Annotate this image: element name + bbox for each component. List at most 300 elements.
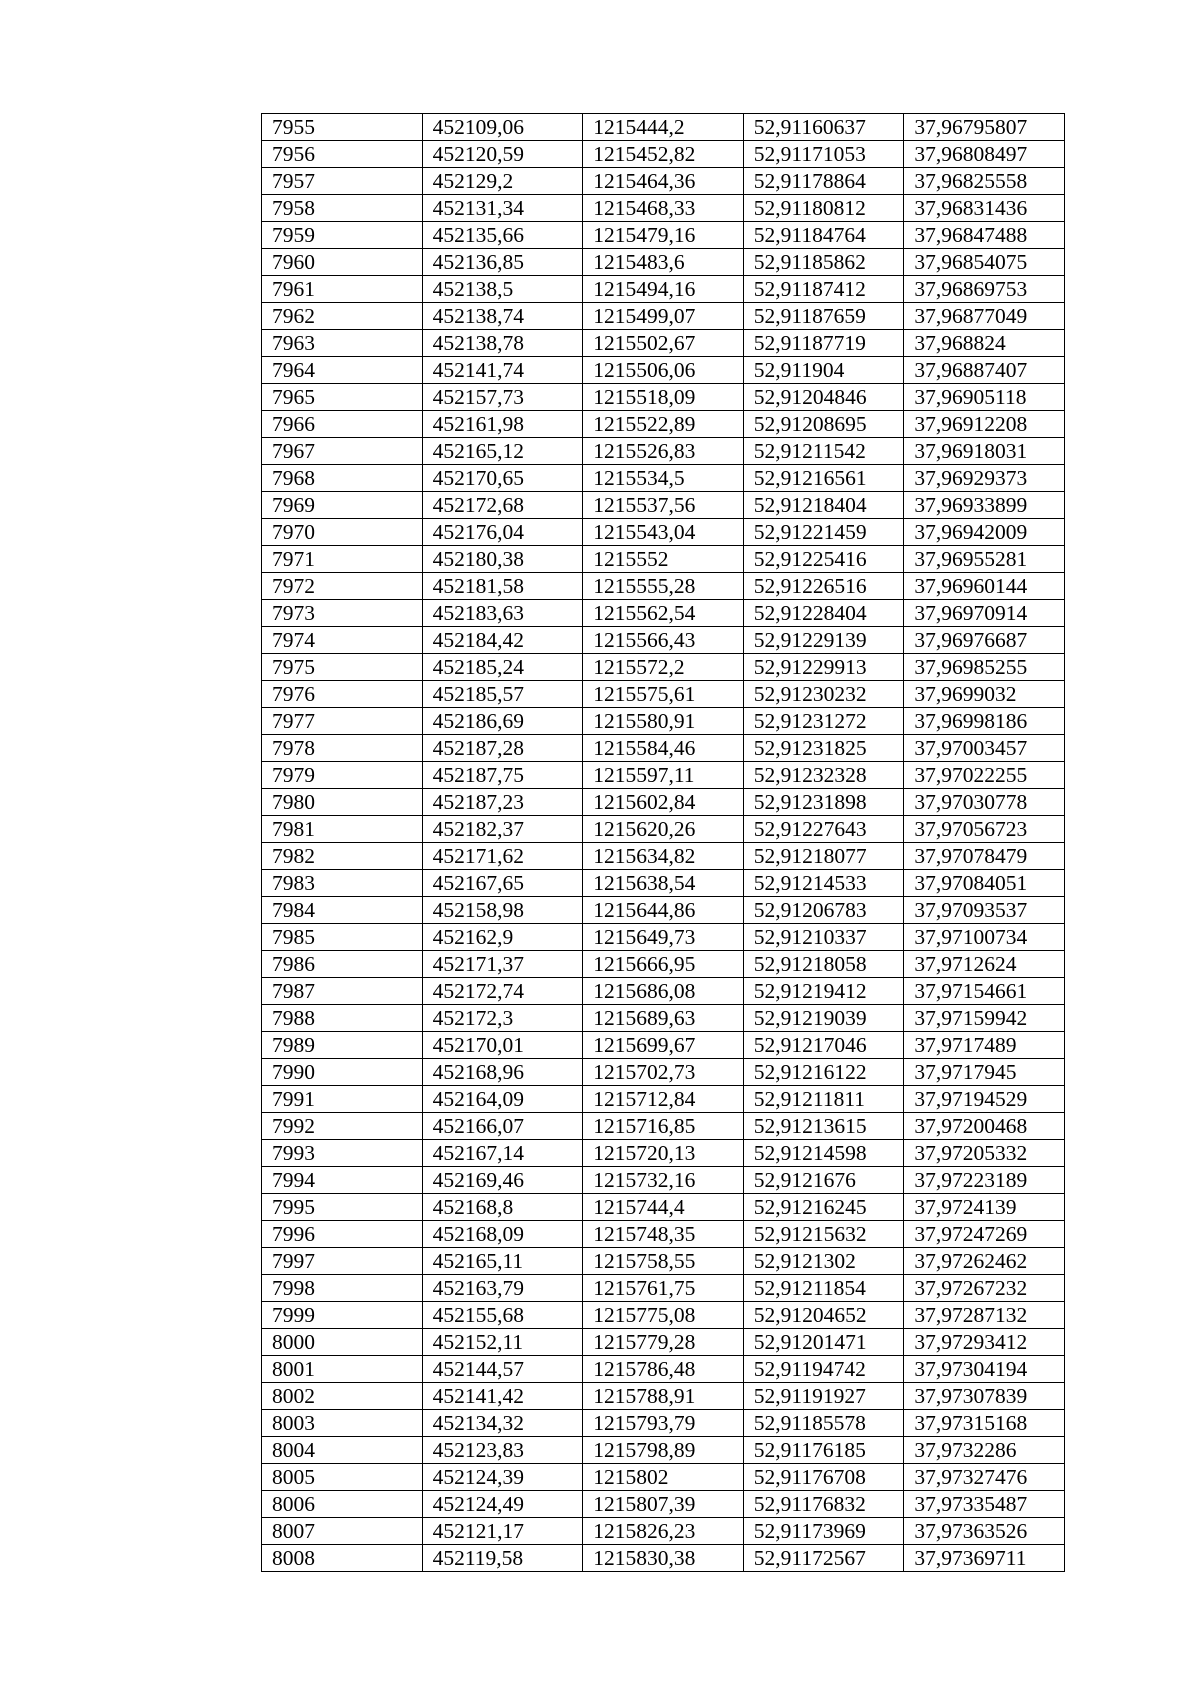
coordinate-lat-cell: 52,91229139 (743, 627, 904, 654)
coordinate-y-cell: 1215788,91 (583, 1383, 744, 1410)
coordinate-x-cell: 452161,98 (422, 411, 583, 438)
coordinate-y-cell: 1215786,48 (583, 1356, 744, 1383)
table-row (262, 1113, 1065, 1140)
table-row (262, 762, 1065, 789)
coordinate-lat-cell: 52,91221459 (743, 519, 904, 546)
point-number-cell: 7955 (262, 114, 423, 141)
coordinate-x-cell: 452169,46 (422, 1167, 583, 1194)
coordinate-x-cell: 452187,28 (422, 735, 583, 762)
coordinate-x-cell: 452168,8 (422, 1194, 583, 1221)
coordinate-lon-cell: 37,97194529 (904, 1086, 1065, 1113)
coordinate-lat-cell: 52,91231272 (743, 708, 904, 735)
table-row (262, 411, 1065, 438)
point-number-cell: 7960 (262, 249, 423, 276)
coordinate-lon-cell: 37,96877049 (904, 303, 1065, 330)
coordinate-y-cell: 1215758,55 (583, 1248, 744, 1275)
coordinate-y-cell: 1215534,5 (583, 465, 744, 492)
coordinate-lat-cell: 52,91217046 (743, 1032, 904, 1059)
coordinate-lat-cell: 52,91213615 (743, 1113, 904, 1140)
table-row (262, 627, 1065, 654)
point-number-cell: 7994 (262, 1167, 423, 1194)
coordinate-lon-cell: 37,96933899 (904, 492, 1065, 519)
coordinate-x-cell: 452119,58 (422, 1545, 583, 1572)
point-number-cell: 7974 (262, 627, 423, 654)
coordinate-y-cell: 1215555,28 (583, 573, 744, 600)
coordinate-x-cell: 452165,12 (422, 438, 583, 465)
coordinate-x-cell: 452131,34 (422, 195, 583, 222)
coordinate-x-cell: 452171,37 (422, 951, 583, 978)
coordinate-x-cell: 452152,11 (422, 1329, 583, 1356)
point-number-cell: 7957 (262, 168, 423, 195)
coordinate-lat-cell: 52,91231898 (743, 789, 904, 816)
point-number-cell: 8005 (262, 1464, 423, 1491)
coordinate-y-cell: 1215689,63 (583, 1005, 744, 1032)
coordinate-x-cell: 452168,96 (422, 1059, 583, 1086)
coordinate-lon-cell: 37,97003457 (904, 735, 1065, 762)
coordinate-x-cell: 452183,63 (422, 600, 583, 627)
point-number-cell: 7995 (262, 1194, 423, 1221)
coordinate-y-cell: 1215732,16 (583, 1167, 744, 1194)
coordinate-lon-cell: 37,96955281 (904, 546, 1065, 573)
table-row (262, 1491, 1065, 1518)
table-row (262, 1032, 1065, 1059)
table-row (262, 384, 1065, 411)
coordinate-x-cell: 452135,66 (422, 222, 583, 249)
coordinate-lon-cell: 37,97154661 (904, 978, 1065, 1005)
table-row (262, 1140, 1065, 1167)
coordinate-x-cell: 452155,68 (422, 1302, 583, 1329)
coordinate-lat-cell: 52,91206783 (743, 897, 904, 924)
table-row (262, 546, 1065, 573)
coordinate-lat-cell: 52,91185862 (743, 249, 904, 276)
table-row (262, 1329, 1065, 1356)
coordinate-x-cell: 452123,83 (422, 1437, 583, 1464)
coordinate-y-cell: 1215494,16 (583, 276, 744, 303)
coordinate-x-cell: 452121,17 (422, 1518, 583, 1545)
coordinate-lon-cell: 37,97056723 (904, 816, 1065, 843)
coordinate-lat-cell: 52,91226516 (743, 573, 904, 600)
coordinate-x-cell: 452138,5 (422, 276, 583, 303)
coordinate-y-cell: 1215702,73 (583, 1059, 744, 1086)
coordinate-lon-cell: 37,97084051 (904, 870, 1065, 897)
table-row (262, 1275, 1065, 1302)
coordinate-lat-cell: 52,91160637 (743, 114, 904, 141)
point-number-cell: 8002 (262, 1383, 423, 1410)
coordinate-y-cell: 1215499,07 (583, 303, 744, 330)
coordinate-y-cell: 1215543,04 (583, 519, 744, 546)
point-number-cell: 7964 (262, 357, 423, 384)
coordinate-x-cell: 452162,9 (422, 924, 583, 951)
coordinate-y-cell: 1215802 (583, 1464, 744, 1491)
coordinate-lat-cell: 52,91214598 (743, 1140, 904, 1167)
coordinate-y-cell: 1215552 (583, 546, 744, 573)
table-row (262, 789, 1065, 816)
coordinate-lat-cell: 52,91218404 (743, 492, 904, 519)
table-row (262, 519, 1065, 546)
coordinate-lon-cell: 37,9717945 (904, 1059, 1065, 1086)
point-number-cell: 7959 (262, 222, 423, 249)
point-number-cell: 7988 (262, 1005, 423, 1032)
coordinate-x-cell: 452124,39 (422, 1464, 583, 1491)
coordinate-x-cell: 452120,59 (422, 141, 583, 168)
coordinate-y-cell: 1215649,73 (583, 924, 744, 951)
coordinate-y-cell: 1215826,23 (583, 1518, 744, 1545)
coordinate-lat-cell: 52,91218058 (743, 951, 904, 978)
point-number-cell: 7999 (262, 1302, 423, 1329)
coordinate-y-cell: 1215597,11 (583, 762, 744, 789)
coordinate-lon-cell: 37,97022255 (904, 762, 1065, 789)
coordinate-lat-cell: 52,91180812 (743, 195, 904, 222)
table-row (262, 249, 1065, 276)
coordinate-lat-cell: 52,91178864 (743, 168, 904, 195)
coordinate-y-cell: 1215666,95 (583, 951, 744, 978)
coordinate-lat-cell: 52,91211854 (743, 1275, 904, 1302)
table-row (262, 438, 1065, 465)
coordinate-y-cell: 1215464,36 (583, 168, 744, 195)
coordinate-y-cell: 1215712,84 (583, 1086, 744, 1113)
point-number-cell: 8006 (262, 1491, 423, 1518)
coordinate-lat-cell: 52,91228404 (743, 600, 904, 627)
coordinate-x-cell: 452172,68 (422, 492, 583, 519)
table-row (262, 168, 1065, 195)
table-row (262, 465, 1065, 492)
point-number-cell: 7973 (262, 600, 423, 627)
coordinate-lon-cell: 37,96942009 (904, 519, 1065, 546)
point-number-cell: 7982 (262, 843, 423, 870)
point-number-cell: 7970 (262, 519, 423, 546)
coordinate-lat-cell: 52,91225416 (743, 546, 904, 573)
coordinate-y-cell: 1215580,91 (583, 708, 744, 735)
table-row (262, 114, 1065, 141)
coordinate-y-cell: 1215522,89 (583, 411, 744, 438)
coordinate-lat-cell: 52,91187719 (743, 330, 904, 357)
point-number-cell: 7967 (262, 438, 423, 465)
coordinate-lat-cell: 52,91204846 (743, 384, 904, 411)
point-number-cell: 7998 (262, 1275, 423, 1302)
coordinate-lon-cell: 37,97262462 (904, 1248, 1065, 1275)
coordinate-lon-cell: 37,97363526 (904, 1518, 1065, 1545)
table-row (262, 330, 1065, 357)
coordinate-lon-cell: 37,97327476 (904, 1464, 1065, 1491)
coordinate-lon-cell: 37,97304194 (904, 1356, 1065, 1383)
coordinate-lon-cell: 37,9699032 (904, 681, 1065, 708)
table-row (262, 681, 1065, 708)
coordinate-lat-cell: 52,91201471 (743, 1329, 904, 1356)
table-row (262, 1437, 1065, 1464)
point-number-cell: 7996 (262, 1221, 423, 1248)
coordinate-lon-cell: 37,97078479 (904, 843, 1065, 870)
point-number-cell: 8003 (262, 1410, 423, 1437)
coordinate-lat-cell: 52,91231825 (743, 735, 904, 762)
coordinate-lon-cell: 37,9732286 (904, 1437, 1065, 1464)
point-number-cell: 7969 (262, 492, 423, 519)
coordinate-lat-cell: 52,91219039 (743, 1005, 904, 1032)
coordinate-y-cell: 1215620,26 (583, 816, 744, 843)
coordinates-table-body (262, 114, 1065, 1572)
coordinate-lon-cell: 37,97223189 (904, 1167, 1065, 1194)
coordinate-lat-cell: 52,91194742 (743, 1356, 904, 1383)
coordinate-y-cell: 1215716,85 (583, 1113, 744, 1140)
table-row (262, 978, 1065, 1005)
coordinate-y-cell: 1215830,38 (583, 1545, 744, 1572)
point-number-cell: 7991 (262, 1086, 423, 1113)
table-row (262, 1005, 1065, 1032)
coordinate-x-cell: 452185,57 (422, 681, 583, 708)
coordinate-lon-cell: 37,968824 (904, 330, 1065, 357)
coordinate-y-cell: 1215644,86 (583, 897, 744, 924)
table-row (262, 141, 1065, 168)
coordinate-lat-cell: 52,911904 (743, 357, 904, 384)
coordinate-lon-cell: 37,96970914 (904, 600, 1065, 627)
coordinate-lon-cell: 37,96918031 (904, 438, 1065, 465)
coordinate-y-cell: 1215761,75 (583, 1275, 744, 1302)
coordinate-lon-cell: 37,97159942 (904, 1005, 1065, 1032)
coordinate-x-cell: 452172,74 (422, 978, 583, 1005)
coordinate-x-cell: 452166,07 (422, 1113, 583, 1140)
coordinate-y-cell: 1215452,82 (583, 141, 744, 168)
coordinate-y-cell: 1215720,13 (583, 1140, 744, 1167)
coordinate-x-cell: 452181,58 (422, 573, 583, 600)
point-number-cell: 8001 (262, 1356, 423, 1383)
point-number-cell: 8007 (262, 1518, 423, 1545)
coordinate-y-cell: 1215798,89 (583, 1437, 744, 1464)
coordinate-y-cell: 1215638,54 (583, 870, 744, 897)
coordinate-x-cell: 452165,11 (422, 1248, 583, 1275)
coordinate-lat-cell: 52,91216122 (743, 1059, 904, 1086)
coordinate-x-cell: 452172,3 (422, 1005, 583, 1032)
coordinate-y-cell: 1215807,39 (583, 1491, 744, 1518)
point-number-cell: 7985 (262, 924, 423, 951)
coordinate-x-cell: 452170,01 (422, 1032, 583, 1059)
point-number-cell: 7980 (262, 789, 423, 816)
coordinate-x-cell: 452167,65 (422, 870, 583, 897)
coordinate-lat-cell: 52,9121302 (743, 1248, 904, 1275)
coordinate-lat-cell: 52,91187412 (743, 276, 904, 303)
coordinate-x-cell: 452136,85 (422, 249, 583, 276)
coordinate-y-cell: 1215584,46 (583, 735, 744, 762)
coordinate-lon-cell: 37,9717489 (904, 1032, 1065, 1059)
table-row (262, 951, 1065, 978)
table-row (262, 843, 1065, 870)
coordinate-lat-cell: 52,91204652 (743, 1302, 904, 1329)
point-number-cell: 8004 (262, 1437, 423, 1464)
coordinate-lon-cell: 37,97200468 (904, 1113, 1065, 1140)
coordinate-y-cell: 1215793,79 (583, 1410, 744, 1437)
coordinate-lon-cell: 37,96847488 (904, 222, 1065, 249)
point-number-cell: 7972 (262, 573, 423, 600)
table-row (262, 1545, 1065, 1572)
coordinate-lon-cell: 37,96825558 (904, 168, 1065, 195)
coordinate-lon-cell: 37,9712624 (904, 951, 1065, 978)
table-row (262, 303, 1065, 330)
coordinate-lon-cell: 37,96869753 (904, 276, 1065, 303)
coordinate-lon-cell: 37,96808497 (904, 141, 1065, 168)
coordinate-lon-cell: 37,96831436 (904, 195, 1065, 222)
point-number-cell: 7966 (262, 411, 423, 438)
coordinate-lon-cell: 37,97030778 (904, 789, 1065, 816)
table-row (262, 276, 1065, 303)
coordinate-lat-cell: 52,91227643 (743, 816, 904, 843)
coordinate-x-cell: 452171,62 (422, 843, 583, 870)
coordinate-x-cell: 452176,04 (422, 519, 583, 546)
coordinate-lon-cell: 37,97247269 (904, 1221, 1065, 1248)
coordinate-x-cell: 452138,78 (422, 330, 583, 357)
coordinate-lon-cell: 37,97287132 (904, 1302, 1065, 1329)
coordinate-x-cell: 452144,57 (422, 1356, 583, 1383)
table-row (262, 924, 1065, 951)
point-number-cell: 7963 (262, 330, 423, 357)
coordinate-lat-cell: 52,91172567 (743, 1545, 904, 1572)
coordinate-y-cell: 1215575,61 (583, 681, 744, 708)
coordinate-lon-cell: 37,96985255 (904, 654, 1065, 681)
coordinate-lon-cell: 37,97293412 (904, 1329, 1065, 1356)
table-row (262, 1410, 1065, 1437)
point-number-cell: 7968 (262, 465, 423, 492)
coordinate-lon-cell: 37,96912208 (904, 411, 1065, 438)
point-number-cell: 7956 (262, 141, 423, 168)
coordinate-x-cell: 452158,98 (422, 897, 583, 924)
point-number-cell: 7997 (262, 1248, 423, 1275)
coordinate-lon-cell: 37,97369711 (904, 1545, 1065, 1572)
coordinate-x-cell: 452187,75 (422, 762, 583, 789)
coordinate-lon-cell: 37,96887407 (904, 357, 1065, 384)
coordinate-lat-cell: 52,91211811 (743, 1086, 904, 1113)
table-row (262, 870, 1065, 897)
coordinate-lat-cell: 52,91210337 (743, 924, 904, 951)
coordinate-lon-cell: 37,96905118 (904, 384, 1065, 411)
coordinate-x-cell: 452141,74 (422, 357, 583, 384)
table-row (262, 1464, 1065, 1491)
table-row (262, 1302, 1065, 1329)
coordinate-lat-cell: 52,91230232 (743, 681, 904, 708)
table-row (262, 708, 1065, 735)
table-row (262, 1518, 1065, 1545)
point-number-cell: 7993 (262, 1140, 423, 1167)
coordinate-y-cell: 1215602,84 (583, 789, 744, 816)
coordinate-lon-cell: 37,9724139 (904, 1194, 1065, 1221)
table-row (262, 1383, 1065, 1410)
coordinate-y-cell: 1215526,83 (583, 438, 744, 465)
coordinate-lon-cell: 37,97093537 (904, 897, 1065, 924)
table-row (262, 897, 1065, 924)
coordinate-lat-cell: 52,91191927 (743, 1383, 904, 1410)
coordinate-y-cell: 1215699,67 (583, 1032, 744, 1059)
coordinate-lat-cell: 52,91229913 (743, 654, 904, 681)
coordinate-lat-cell: 52,91171053 (743, 141, 904, 168)
coordinate-y-cell: 1215748,35 (583, 1221, 744, 1248)
coordinate-lat-cell: 52,91184764 (743, 222, 904, 249)
coordinate-lat-cell: 52,91218077 (743, 843, 904, 870)
coordinate-lon-cell: 37,97307839 (904, 1383, 1065, 1410)
table-row (262, 573, 1065, 600)
coordinate-lat-cell: 52,91232328 (743, 762, 904, 789)
table-row (262, 1059, 1065, 1086)
point-number-cell: 7958 (262, 195, 423, 222)
coordinate-lon-cell: 37,96960144 (904, 573, 1065, 600)
coordinate-x-cell: 452134,32 (422, 1410, 583, 1437)
point-number-cell: 7981 (262, 816, 423, 843)
coordinate-lat-cell: 52,91214533 (743, 870, 904, 897)
coordinate-lat-cell: 52,91176832 (743, 1491, 904, 1518)
point-number-cell: 8000 (262, 1329, 423, 1356)
point-number-cell: 7984 (262, 897, 423, 924)
coordinate-lon-cell: 37,96998186 (904, 708, 1065, 735)
coordinate-lon-cell: 37,97100734 (904, 924, 1065, 951)
table-row (262, 357, 1065, 384)
point-number-cell: 7961 (262, 276, 423, 303)
coordinate-x-cell: 452168,09 (422, 1221, 583, 1248)
coordinate-lon-cell: 37,97267232 (904, 1275, 1065, 1302)
coordinate-y-cell: 1215506,06 (583, 357, 744, 384)
point-number-cell: 7977 (262, 708, 423, 735)
coordinate-y-cell: 1215634,82 (583, 843, 744, 870)
coordinate-y-cell: 1215518,09 (583, 384, 744, 411)
table-row (262, 1356, 1065, 1383)
coordinate-x-cell: 452141,42 (422, 1383, 583, 1410)
coordinate-lat-cell: 52,91208695 (743, 411, 904, 438)
coordinate-x-cell: 452109,06 (422, 114, 583, 141)
point-number-cell: 7989 (262, 1032, 423, 1059)
point-number-cell: 7987 (262, 978, 423, 1005)
coordinate-lon-cell: 37,96929373 (904, 465, 1065, 492)
coordinate-lat-cell: 52,91215632 (743, 1221, 904, 1248)
coordinate-y-cell: 1215775,08 (583, 1302, 744, 1329)
table-row (262, 1086, 1065, 1113)
table-row (262, 816, 1065, 843)
coordinate-lon-cell: 37,97205332 (904, 1140, 1065, 1167)
coordinate-lat-cell: 52,91185578 (743, 1410, 904, 1437)
point-number-cell: 7962 (262, 303, 423, 330)
table-row (262, 492, 1065, 519)
coordinate-x-cell: 452182,37 (422, 816, 583, 843)
coordinate-x-cell: 452163,79 (422, 1275, 583, 1302)
table-row (262, 1248, 1065, 1275)
coordinate-x-cell: 452129,2 (422, 168, 583, 195)
coordinate-y-cell: 1215566,43 (583, 627, 744, 654)
coordinate-y-cell: 1215537,56 (583, 492, 744, 519)
point-number-cell: 7976 (262, 681, 423, 708)
point-number-cell: 7979 (262, 762, 423, 789)
coordinate-x-cell: 452164,09 (422, 1086, 583, 1113)
coordinate-lon-cell: 37,97315168 (904, 1410, 1065, 1437)
coordinate-y-cell: 1215502,67 (583, 330, 744, 357)
point-number-cell: 7978 (262, 735, 423, 762)
table-row (262, 222, 1065, 249)
coordinate-lat-cell: 52,91187659 (743, 303, 904, 330)
point-number-cell: 7971 (262, 546, 423, 573)
coordinate-y-cell: 1215468,33 (583, 195, 744, 222)
table-row (262, 1194, 1065, 1221)
coordinate-y-cell: 1215562,54 (583, 600, 744, 627)
coordinate-lon-cell: 37,96795807 (904, 114, 1065, 141)
point-number-cell: 8008 (262, 1545, 423, 1572)
coordinate-x-cell: 452186,69 (422, 708, 583, 735)
coordinate-x-cell: 452124,49 (422, 1491, 583, 1518)
table-row (262, 195, 1065, 222)
coordinate-y-cell: 1215479,16 (583, 222, 744, 249)
table-row (262, 735, 1065, 762)
coordinate-lat-cell: 52,9121676 (743, 1167, 904, 1194)
coordinate-y-cell: 1215483,6 (583, 249, 744, 276)
coordinate-x-cell: 452170,65 (422, 465, 583, 492)
point-number-cell: 7990 (262, 1059, 423, 1086)
point-number-cell: 7975 (262, 654, 423, 681)
coordinate-x-cell: 452184,42 (422, 627, 583, 654)
coordinate-y-cell: 1215572,2 (583, 654, 744, 681)
table-row (262, 1221, 1065, 1248)
coordinate-x-cell: 452187,23 (422, 789, 583, 816)
coordinates-table (261, 113, 1065, 1572)
